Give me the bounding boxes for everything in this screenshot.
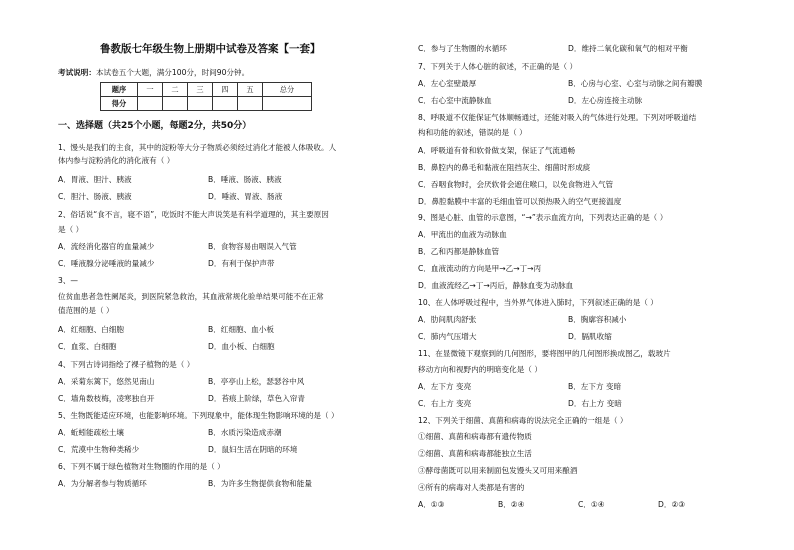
score-row-label: 得分: [101, 97, 138, 111]
question-7-option: B．心房与心室、心室与动脉之间有瓣膜: [568, 79, 703, 88]
score-cell[interactable]: [213, 97, 238, 111]
question-2-text: 2、俗话说“食不言，寝不语”，吃饭时不能大声说笑是有科学道理的，其主要原因: [58, 210, 329, 219]
question-7-text: 7、下列关于人体心脏的叙述，不正确的是（ ）: [418, 62, 578, 71]
question-4-option: A．采菊东篱下，悠然见南山: [58, 377, 155, 386]
question-9-option: C．血液流动的方向是甲→乙→丁→丙: [418, 264, 542, 273]
score-table-header: 题序: [101, 83, 138, 97]
question-9-option: A．甲流出的血液为动脉血: [418, 230, 507, 239]
score-table-header: 四: [213, 83, 238, 97]
question-7-option: A．左心室壁最厚: [418, 79, 477, 88]
question-8-option: D．鼻腔黏膜中丰富的毛细血管可以预热吸入的空气更接温度: [418, 197, 622, 206]
question-6-option: D．维持二氧化碳和氧气的相对平衡: [568, 44, 688, 53]
question-7-option: D．左心房连接主动脉: [568, 96, 643, 105]
question-3-option: B．红细胞、血小板: [208, 325, 274, 334]
question-2-option: B．食物容易由咽误入气管: [208, 242, 297, 251]
question-9-option: B．乙和丙都是静脉血管: [418, 247, 500, 256]
score-cell[interactable]: [163, 97, 188, 111]
question-6-text: 6、下列不属于绿色植物对生物圈的作用的是（ ）: [58, 462, 225, 471]
score-table-score-row: [101, 97, 312, 111]
question-6-option: A．为分解者参与物质循环: [58, 479, 147, 488]
question-11-option: B．左下方 变暗: [568, 382, 622, 391]
score-cell[interactable]: [188, 97, 213, 111]
score-cell[interactable]: [263, 97, 312, 111]
question-11-option: A．左下方 变亮: [418, 382, 472, 391]
question-3-text: 位贫血患者急性阑尾炎，到医院紧急救治，其血液常规化验单结果可能不在正常: [58, 292, 324, 301]
exam-instructions: [58, 68, 249, 78]
question-11-option: D．右上方 变暗: [568, 399, 622, 408]
question-9-option: D．血液流经乙→丁→丙后，静脉血变为动脉血: [418, 281, 574, 290]
question-8-text: 构和功能的叙述，错误的是（ ）: [418, 128, 527, 137]
question-6-option: C．参与了生物圈的水循环: [418, 44, 507, 53]
score-table-header-row: [101, 83, 312, 97]
instructions-label: 考试说明：: [58, 68, 96, 77]
question-12-statement: ④所有的病毒对人类都是有害的: [418, 483, 525, 492]
score-table: [100, 82, 312, 111]
question-5-option: A．蚯蚓能疏松土壤: [58, 428, 124, 437]
question-12-option: D．②③: [658, 500, 686, 509]
question-11-option: C．右上方 变亮: [418, 399, 472, 408]
question-12-option: B．②④: [498, 500, 525, 509]
question-10-option: C．肺内气压增大: [418, 332, 477, 341]
question-3-option: A．红细胞、白细胞: [58, 325, 124, 334]
question-2-option: D．有利于保护声带: [208, 259, 275, 268]
section-heading: 一、选择题（共25个小题，每题2分，共50分）: [58, 121, 252, 131]
question-4-option: B．亭亭山上松，瑟瑟谷中风: [208, 377, 305, 386]
question-4-text: 4、下列古诗词指绘了裸子植物的是（ ）: [58, 360, 195, 369]
score-table-header: 三: [188, 83, 213, 97]
question-12-text: 12、下列关于细菌、真菌和病毒的说法完全正确的一组是（ ）: [418, 416, 628, 425]
question-1-option: D．唾液、胃液、肠液: [208, 192, 283, 201]
instructions-text: 本试卷五个大题，满分100分，时间90分钟。: [95, 68, 250, 77]
question-1-option: C．胆汁、肠液、胰液: [58, 192, 132, 201]
score-table-header: 五: [238, 83, 263, 97]
question-8-option: A．呼吸道有骨和软骨做支架，保证了气流通畅: [418, 146, 576, 155]
question-12-option: A．①③: [418, 500, 445, 509]
question-12-statement: ①细菌、真菌和病毒都有遗传物质: [418, 432, 532, 441]
question-1-option: A．胃液、胆汁、胰液: [58, 175, 132, 184]
question-3-option: C．血浆、白细胞: [58, 342, 117, 351]
question-8-text: 8、呼吸道不仅能保证气体顺畅通过，还能对吸入的气体进行处理。下列对呼吸道结: [418, 113, 697, 122]
question-8-option: C．吞咽食物时，会厌软骨会遮住喉口，以免食物进入气管: [418, 180, 614, 189]
question-10-text: 10、在人体呼吸过程中，当外界气体进入肺时，下列叙述正确的是（ ）: [418, 298, 658, 307]
question-12-option: C．①④: [578, 500, 605, 509]
question-5-text: 5、生物既能适应环境，也能影响环境。下列现象中，能体现生物影响环境的是（ ）: [58, 411, 339, 420]
question-10-option: A．肋间肌肉舒张: [418, 315, 477, 324]
question-2-text: 是（ ）: [58, 225, 84, 234]
question-12-statement: ③酵母菌既可以用来制面包发馒头又可用来酿酒: [418, 466, 578, 475]
question-3-option: D．血小板、白细胞: [208, 342, 275, 351]
question-5-option: D．鼠妇生活在阴暗的环境: [208, 445, 298, 454]
question-11-text: 11、在显微镜下观察到的几何图形，要将图甲的几何图形换成图乙，载玻片: [418, 349, 671, 358]
score-table-header: 一: [138, 83, 163, 97]
question-7-option: C．右心室中流静脉血: [418, 96, 492, 105]
question-3-text: 值范围的是（ ）: [58, 306, 114, 315]
question-11-text: 移动方向和视野内的明暗变化是（ ）: [418, 365, 542, 374]
question-2-option: A．流经消化器官的血量减少: [58, 242, 155, 251]
page-title: 鲁教版七年级生物上册期中试卷及答案【一套】: [100, 43, 321, 55]
question-4-option: D．苔痕上阶绿，草色入帘青: [208, 394, 305, 403]
score-cell[interactable]: [238, 97, 263, 111]
score-cell[interactable]: [138, 97, 163, 111]
question-4-option: C．墙角数枝梅，凌寒独自开: [58, 394, 155, 403]
score-table-header: 二: [163, 83, 188, 97]
question-9-text: 9、图是心脏、血管的示意图，“→”表示血流方向，下列表达正确的是（ ）: [418, 213, 668, 222]
question-10-option: B．胸廓容积减小: [568, 315, 627, 324]
question-10-option: D．膈肌收缩: [568, 332, 612, 341]
question-12-statement: ②细菌、真菌和病毒都能独立生活: [418, 449, 532, 458]
question-3-text: 3、—: [58, 276, 79, 285]
question-1-option: B．唾液、肠液、胰液: [208, 175, 282, 184]
question-5-option: B．水质污染造成赤潮: [208, 428, 282, 437]
score-table-header: 总分: [263, 83, 312, 97]
question-8-option: B．鼻腔内的鼻毛和黏液在阻挡灰尘、细菌时形成痰: [418, 163, 591, 172]
question-1-text: 1、馒头是我们的主食，其中的淀粉等大分子物质必须经过消化才能被人体吸收。人: [58, 143, 337, 152]
question-5-option: C．荒漠中生物种类稀少: [58, 445, 140, 454]
question-1-text: 体内参与淀粉消化的消化液有（ ）: [58, 156, 175, 165]
question-6-option: B．为许多生物提供食物和能量: [208, 479, 312, 488]
question-2-option: C．唾液腺分泌唾液的量减少: [58, 259, 155, 268]
